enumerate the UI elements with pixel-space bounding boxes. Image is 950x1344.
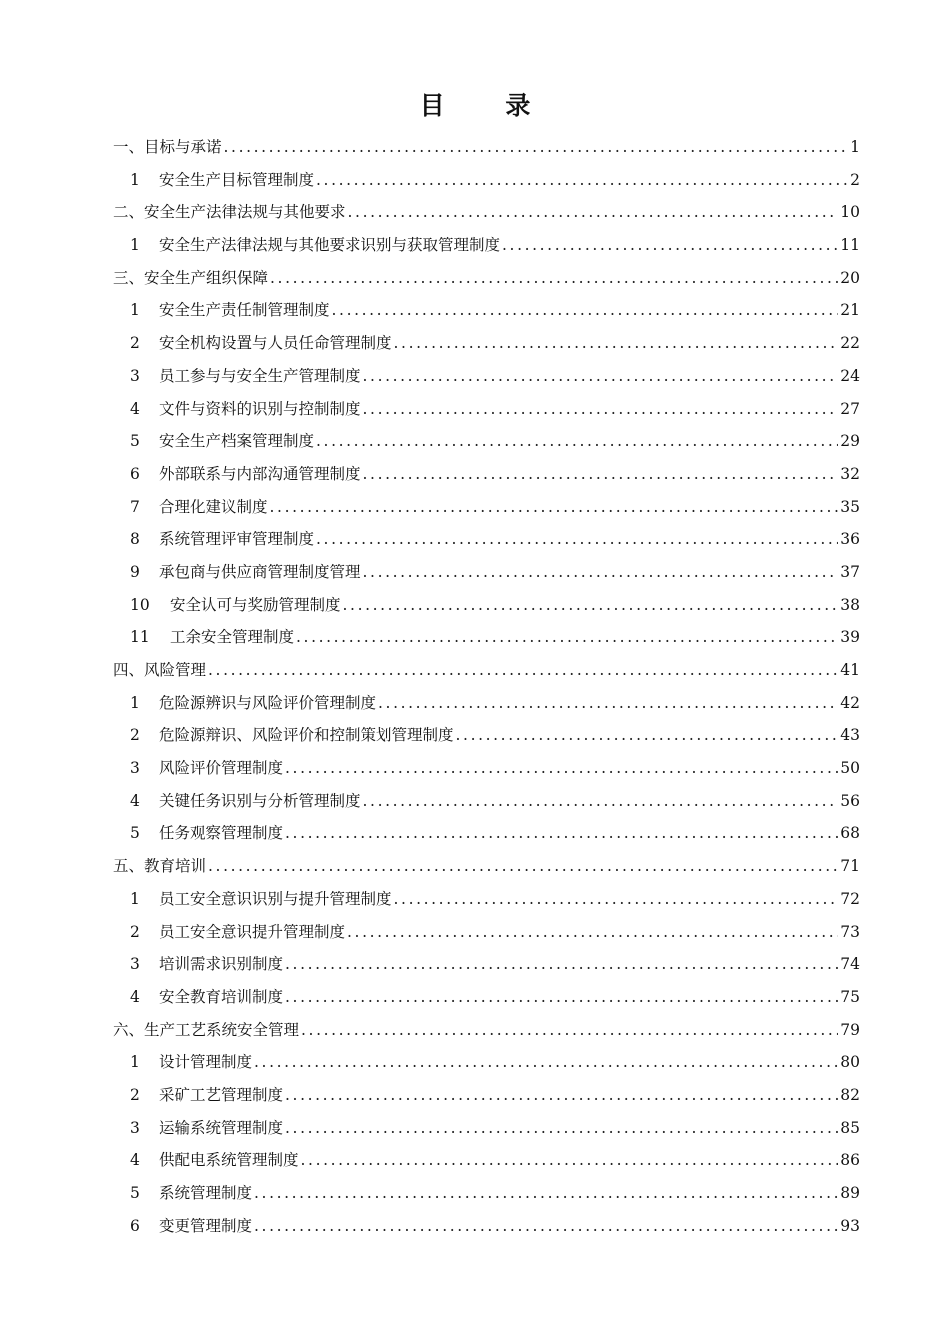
toc-dot-leader — [363, 393, 839, 426]
toc-page-number: 56 — [840, 791, 860, 810]
toc-page-number: 32 — [840, 464, 860, 483]
toc-entry-label: 采矿工艺管理制度 — [159, 1085, 284, 1104]
toc-subsection-entry[interactable] — [113, 785, 860, 818]
toc-page-number: 68 — [840, 824, 860, 843]
toc-entry-label: 六、生产工艺系统安全管理 — [113, 1020, 300, 1039]
toc-entry-label: 员工安全意识提升管理制度 — [159, 922, 346, 941]
toc-entry-number: 2 — [130, 1085, 140, 1104]
toc-dot-leader — [270, 262, 838, 295]
toc-entry-label: 安全生产责任制管理制度 — [159, 301, 330, 320]
toc-dot-leader — [254, 1046, 838, 1079]
toc-subsection-entry[interactable] — [113, 817, 860, 850]
toc-entry-number: 5 — [130, 824, 140, 843]
toc-entry-label: 合理化建议制度 — [159, 497, 268, 516]
toc-subsection-entry[interactable] — [113, 916, 860, 949]
toc-entry-label: 四、风险管理 — [113, 661, 207, 679]
toc-subsection-entry[interactable] — [113, 1210, 860, 1243]
toc-entry-number: 6 — [130, 1216, 140, 1235]
toc-subsection-entry[interactable] — [113, 360, 860, 393]
toc-entry-label: 关键任务识别与分析管理制度 — [159, 791, 361, 810]
toc-entry-number: 1 — [130, 693, 140, 712]
toc-dot-leader — [363, 556, 839, 589]
toc-entry-number: 2 — [130, 334, 140, 353]
toc-dot-leader — [316, 164, 848, 197]
toc-subsection-entry[interactable] — [113, 327, 860, 360]
toc-page-number: 35 — [840, 497, 860, 516]
toc-subsection-entry[interactable] — [113, 589, 860, 622]
toc-subsection-entry[interactable] — [113, 948, 860, 981]
toc-page-number: 79 — [840, 1020, 860, 1039]
toc-subsection-entry[interactable] — [113, 981, 860, 1014]
toc-dot-leader — [332, 294, 839, 327]
toc-subsection-entry[interactable] — [113, 621, 860, 654]
toc-subsection-entry[interactable] — [113, 294, 860, 327]
toc-page-number: 41 — [840, 661, 860, 679]
toc-dot-leader — [285, 817, 838, 850]
toc-entry-label: 安全生产档案管理制度 — [159, 432, 315, 451]
toc-dot-leader — [208, 850, 838, 883]
toc-subsection-entry[interactable] — [113, 164, 860, 197]
toc-subsection-entry[interactable] — [113, 1079, 860, 1112]
toc-subsection-entry[interactable] — [113, 1177, 860, 1210]
toc-section-entry[interactable] — [113, 131, 860, 164]
toc-dot-leader — [316, 425, 838, 458]
toc-subsection-entry[interactable] — [113, 1112, 860, 1145]
toc-entry-label: 二、安全生产法律法规与其他要求 — [113, 203, 346, 222]
toc-entry-number: 1 — [130, 236, 140, 255]
toc-entry-label: 设计管理制度 — [159, 1053, 253, 1072]
toc-subsection-entry[interactable] — [113, 1046, 860, 1079]
toc-entry-number: 3 — [130, 366, 140, 385]
toc-dot-leader — [296, 621, 838, 654]
toc-dot-leader — [343, 589, 839, 622]
toc-dot-leader — [363, 785, 839, 818]
toc-entry-label: 文件与资料的识别与控制制度 — [159, 399, 361, 418]
toc-dot-leader — [363, 360, 839, 393]
toc-subsection-entry[interactable] — [113, 425, 860, 458]
toc-page-number: 36 — [840, 530, 860, 549]
toc-dot-leader — [285, 1079, 838, 1112]
toc-entry-number: 1 — [130, 889, 140, 908]
toc-entry-number: 1 — [130, 301, 140, 320]
toc-entry-number: 11 — [130, 628, 150, 647]
page-title: 目 录 — [419, 91, 557, 120]
toc-page-number: 27 — [840, 399, 860, 418]
toc-dot-leader — [394, 327, 839, 360]
toc-dot-leader — [301, 1014, 838, 1047]
toc-entry-number: 10 — [130, 595, 150, 614]
toc-page-number: 1 — [850, 138, 860, 156]
toc-entry-label: 危险源辩识、风险评价和控制策划管理制度 — [159, 726, 454, 745]
toc-entry-label: 风险评价管理制度 — [159, 759, 284, 778]
toc-page-number: 38 — [840, 595, 860, 614]
toc-entry-label: 系统管理评审管理制度 — [159, 530, 315, 549]
toc-entry-number: 1 — [130, 170, 140, 189]
toc-section-entry[interactable] — [113, 1014, 860, 1047]
toc-entry-label: 外部联系与内部沟通管理制度 — [159, 464, 361, 483]
toc-entry-label: 安全生产目标管理制度 — [159, 170, 315, 189]
toc-page-number: 74 — [840, 955, 860, 974]
toc-page-number: 85 — [840, 1118, 860, 1137]
toc-page-number: 37 — [840, 562, 860, 581]
toc-entry-number: 8 — [130, 530, 140, 549]
toc-page-number: 11 — [840, 236, 860, 255]
toc-entry-number: 6 — [130, 464, 140, 483]
toc-dot-leader — [316, 523, 838, 556]
toc-subsection-entry[interactable] — [113, 883, 860, 916]
toc-dot-leader — [254, 1210, 838, 1243]
toc-dot-leader — [285, 981, 838, 1014]
toc-entry-label: 危险源辨识与风险评价管理制度 — [159, 693, 377, 712]
toc-entry-number: 3 — [130, 955, 140, 974]
toc-dot-leader — [348, 196, 839, 229]
toc-entry-label: 承包商与供应商管理制度管理 — [159, 562, 361, 581]
toc-subsection-entry[interactable] — [113, 229, 860, 262]
toc-entry-number: 2 — [130, 726, 140, 745]
toc-entry-label: 工余安全管理制度 — [170, 628, 295, 647]
toc-dot-leader — [270, 491, 839, 524]
toc-dot-leader — [363, 458, 839, 491]
toc-page-number: 29 — [840, 432, 860, 451]
toc-page-number: 10 — [840, 203, 860, 222]
toc-dot-leader — [456, 719, 839, 752]
toc-entry-label: 员工参与与安全生产管理制度 — [159, 366, 361, 385]
toc-page-number: 50 — [840, 759, 860, 778]
toc-subsection-entry[interactable] — [113, 458, 860, 491]
toc-subsection-entry[interactable] — [113, 523, 860, 556]
toc-page-number: 43 — [840, 726, 860, 745]
toc-entry-number: 5 — [130, 1184, 140, 1202]
toc-entry-label: 变更管理制度 — [159, 1216, 253, 1235]
toc-dot-leader — [378, 687, 838, 720]
toc-entry-number: 4 — [130, 1151, 140, 1170]
toc-entry-label: 员工安全意识识别与提升管理制度 — [159, 889, 392, 908]
toc-dot-leader — [347, 916, 838, 949]
toc-entry-number: 3 — [130, 1118, 140, 1137]
toc-page-number: 73 — [840, 922, 860, 941]
toc-dot-leader — [502, 229, 838, 262]
toc-section-entry[interactable] — [113, 850, 860, 883]
toc-page-number: 22 — [840, 334, 860, 353]
toc-page-number: 80 — [840, 1053, 860, 1072]
toc-entry-label: 供配电系统管理制度 — [159, 1151, 299, 1170]
toc-entry-label: 五、教育培训 — [113, 857, 207, 876]
toc-entry-number: 7 — [130, 497, 140, 516]
toc-entry-label: 培训需求识别制度 — [159, 955, 284, 974]
toc-dot-leader — [285, 752, 838, 785]
toc-page-number: 72 — [840, 889, 860, 908]
toc-entry-label: 系统管理制度 — [159, 1184, 253, 1202]
toc-page-number: 86 — [840, 1151, 860, 1170]
toc-section-entry[interactable] — [113, 262, 860, 295]
toc-entry-number: 1 — [130, 1053, 140, 1072]
toc-section-entry[interactable] — [113, 654, 860, 687]
toc-entry-number: 5 — [130, 432, 140, 451]
toc-dot-leader — [285, 1112, 838, 1145]
toc-dot-leader — [254, 1177, 838, 1210]
toc-page-number: 89 — [840, 1184, 860, 1202]
toc-dot-leader — [301, 1144, 839, 1177]
toc-entry-label: 安全机构设置与人员任命管理制度 — [159, 334, 392, 353]
toc-subsection-entry[interactable] — [113, 1144, 860, 1177]
toc-entry-number: 4 — [130, 399, 140, 418]
toc-dot-leader — [285, 948, 838, 981]
toc-page-number: 20 — [840, 268, 860, 287]
toc-entry-number: 4 — [130, 987, 140, 1006]
toc-entry-label: 任务观察管理制度 — [159, 824, 284, 843]
toc-entry-number: 3 — [130, 759, 140, 778]
toc-subsection-entry[interactable] — [113, 687, 860, 720]
table-of-contents — [113, 131, 860, 1242]
toc-entry-label: 安全认可与奖励管理制度 — [170, 595, 341, 614]
toc-page-number: 71 — [840, 857, 860, 876]
toc-page-number: 24 — [840, 366, 860, 385]
toc-subsection-entry[interactable] — [113, 491, 860, 524]
toc-dot-leader — [224, 131, 849, 164]
toc-entry-number: 4 — [130, 791, 140, 810]
toc-section-entry[interactable] — [113, 196, 860, 229]
toc-entry-number: 9 — [130, 562, 140, 581]
toc-subsection-entry[interactable] — [113, 752, 860, 785]
toc-page-number: 39 — [840, 628, 860, 647]
toc-page-number: 21 — [840, 301, 860, 320]
toc-entry-label: 运输系统管理制度 — [159, 1118, 284, 1137]
toc-page-number: 93 — [840, 1216, 860, 1235]
toc-entry-label: 三、安全生产组织保障 — [113, 268, 269, 287]
toc-page-number: 42 — [840, 693, 860, 712]
toc-dot-leader — [394, 883, 839, 916]
toc-dot-leader — [208, 654, 838, 687]
toc-entry-label: 安全教育培训制度 — [159, 987, 284, 1006]
toc-subsection-entry[interactable] — [113, 556, 860, 589]
toc-page-number: 82 — [840, 1085, 860, 1104]
toc-entry-number: 2 — [130, 922, 140, 941]
toc-entry-label: 安全生产法律法规与其他要求识别与获取管理制度 — [159, 236, 501, 255]
toc-entry-label: 一、目标与承诺 — [113, 138, 222, 156]
toc-page-number: 75 — [840, 987, 860, 1006]
toc-subsection-entry[interactable] — [113, 719, 860, 752]
toc-subsection-entry[interactable] — [113, 393, 860, 426]
toc-page-number: 2 — [850, 170, 860, 189]
